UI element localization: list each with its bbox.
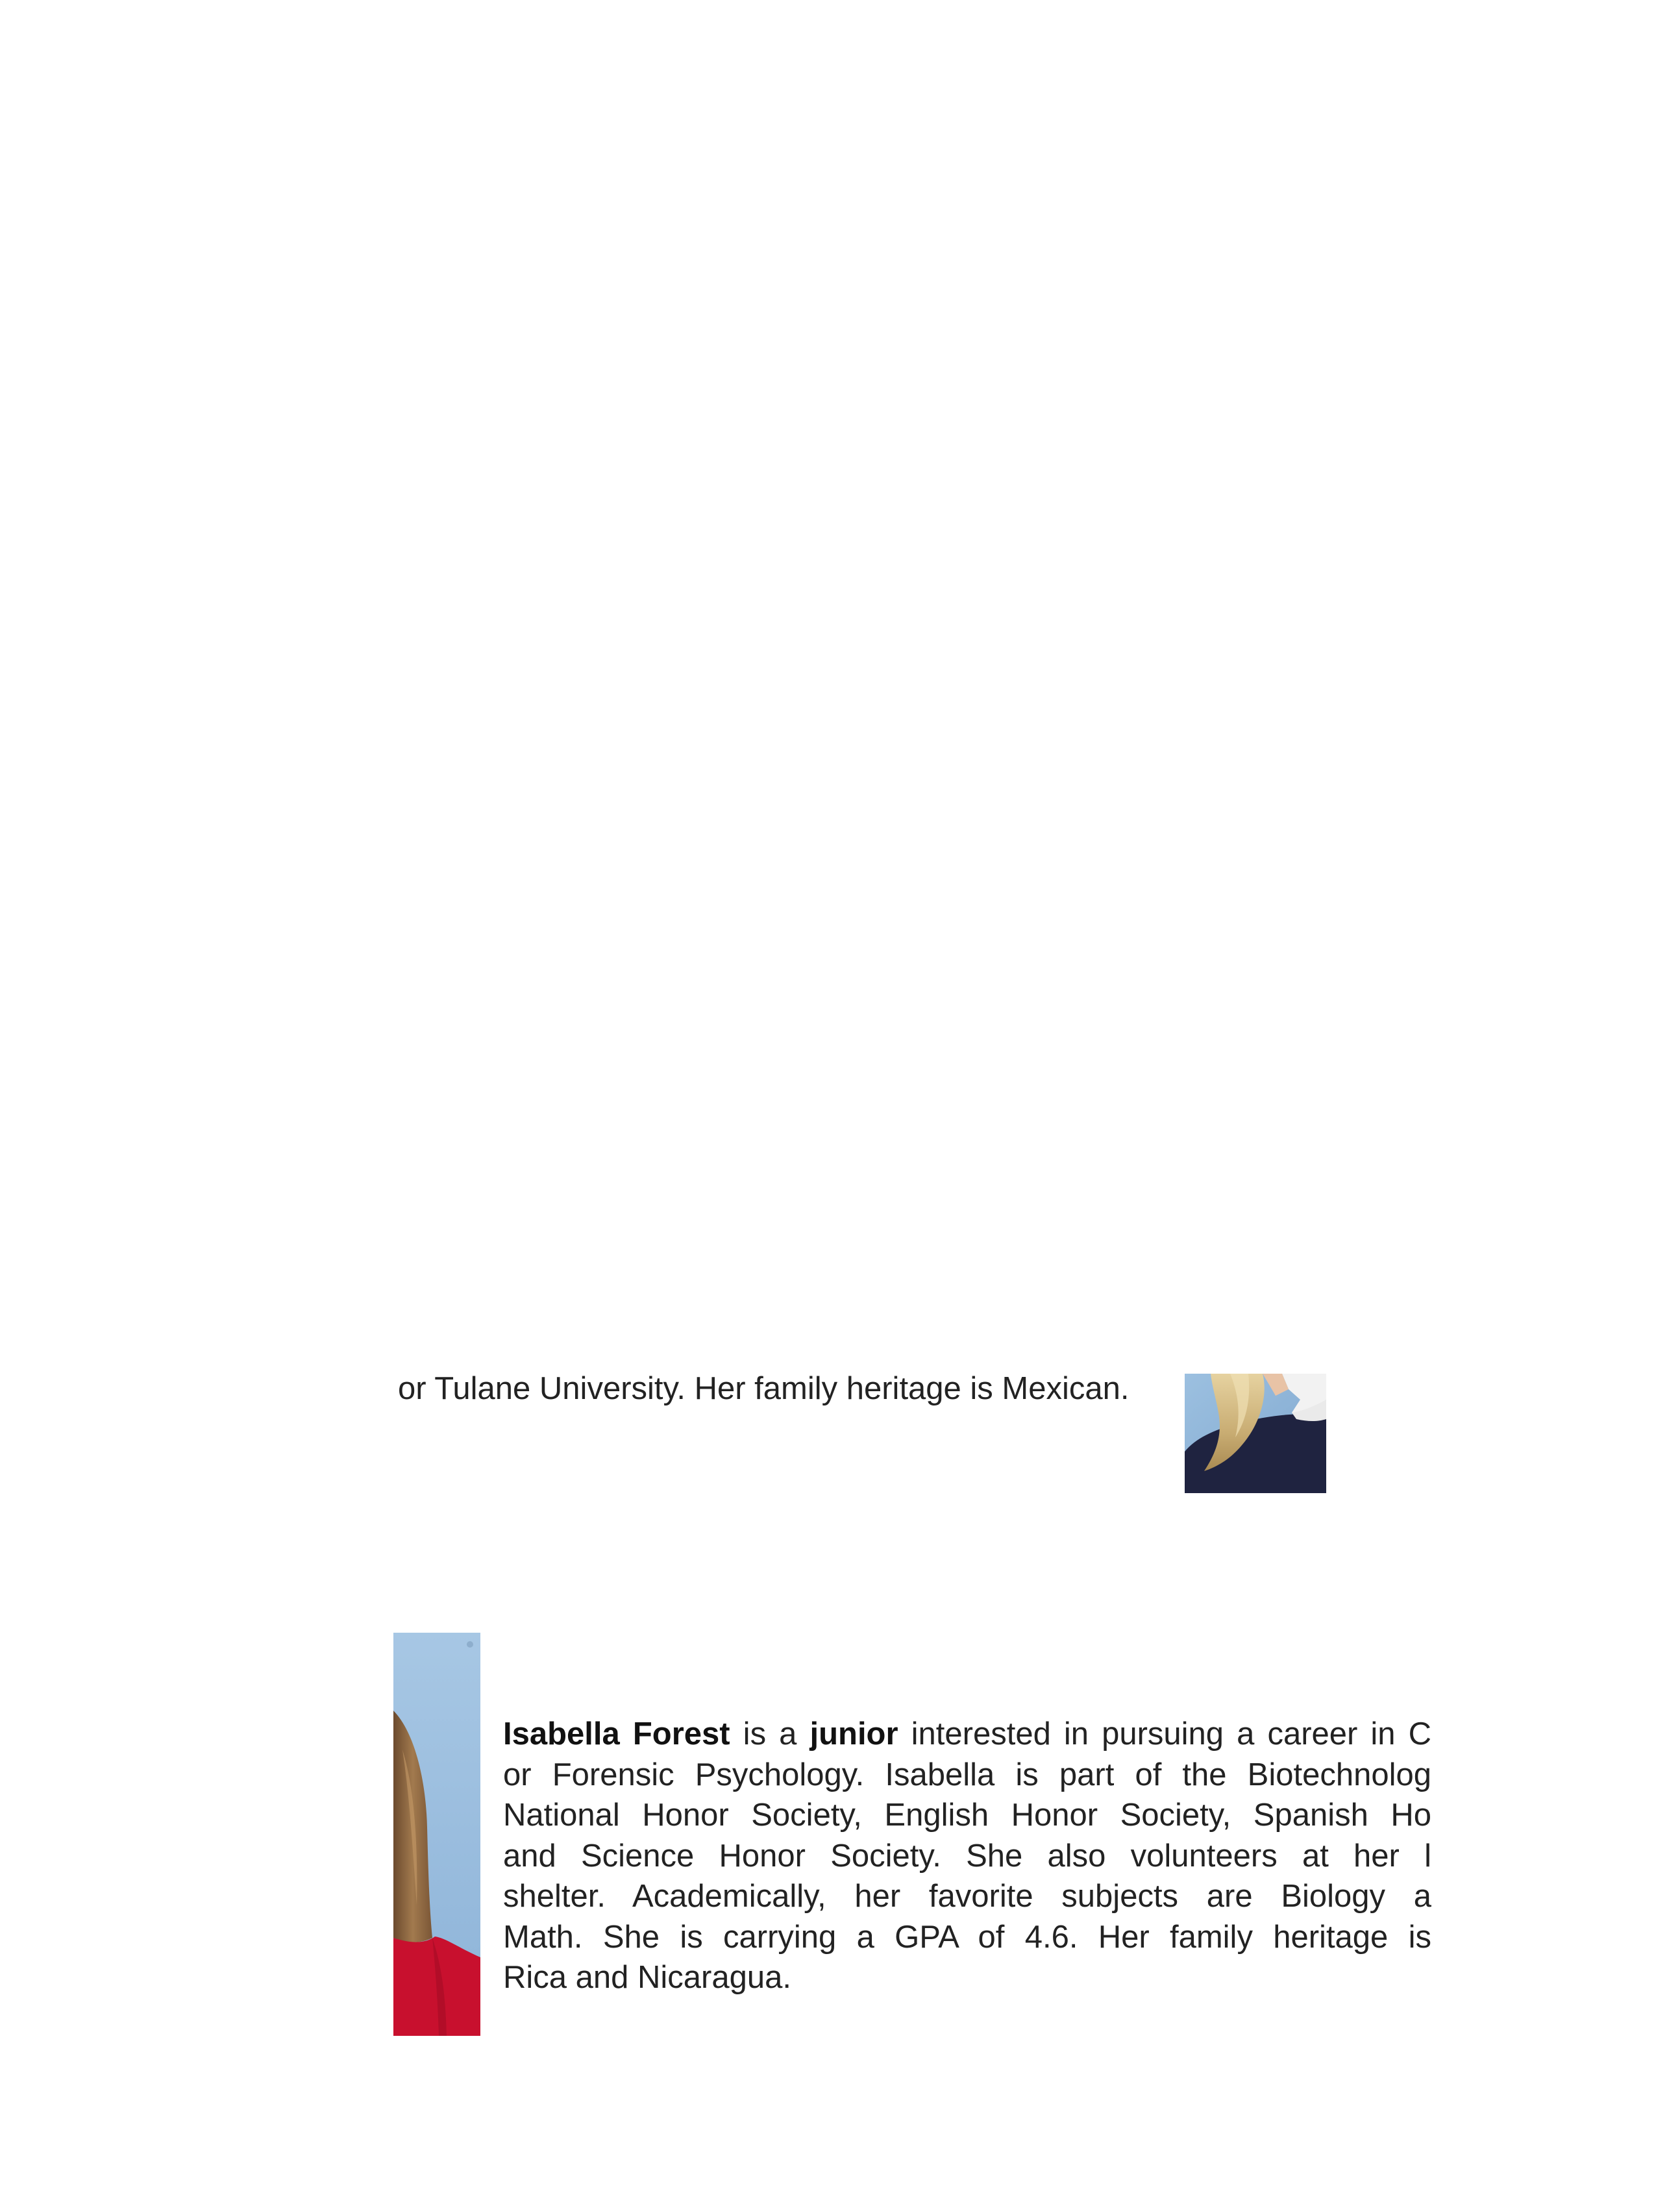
student-photo-blonde-image	[1185, 1374, 1326, 1493]
bio-line-5: shelter. Academically, her favorite subjects are Biology a	[503, 1879, 1431, 1914]
student-photo-blonde	[1185, 1374, 1326, 1493]
student-bio-paragraph	[503, 1714, 1431, 1998]
student-grade: junior	[809, 1716, 898, 1752]
bio-line-2: or Forensic Psychology. Isabella is part of the Biotechnolog	[503, 1757, 1431, 1792]
bio-line-3: National Honor Society, English Honor Society, Spanish Ho	[503, 1798, 1431, 1833]
student-bio	[503, 1714, 1432, 1999]
bio-line-4: and Science Honor Society. She also volunteers at her l	[503, 1838, 1431, 1874]
student-name: Isabella Forest	[503, 1716, 730, 1752]
student-photo-isabella-forest	[393, 1633, 480, 2036]
previous-bio-closing-line: or Tulane University. Her family heritage is Mexican.	[398, 1371, 1130, 1406]
bio-line-6: Math. She is carrying a GPA of 4.6. Her family heritage is	[503, 1919, 1431, 1955]
bio-line-1-rest: interested in pursuing a career in C	[898, 1716, 1432, 1752]
bio-line-1	[503, 1714, 1431, 1755]
bio-connector-text: is a	[730, 1716, 810, 1752]
bio-line-7: Rica and Nicaragua.	[503, 1960, 791, 1995]
student-photo-isabella-forest-image	[393, 1633, 480, 2036]
